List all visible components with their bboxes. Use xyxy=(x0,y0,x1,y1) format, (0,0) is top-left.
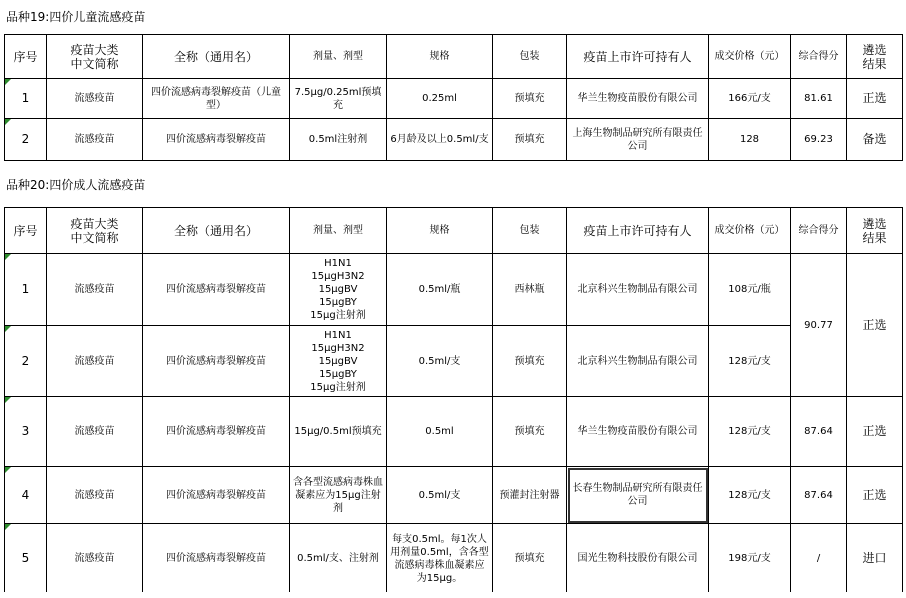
table-row xyxy=(5,119,903,161)
cell-category[interactable]: 流感疫苗 xyxy=(47,119,143,161)
cell-result[interactable]: 正选 xyxy=(847,467,903,524)
cell-dose[interactable]: H1N1 15μgH3N2 15μgBV 15μgBY 15μg注射剂 xyxy=(290,326,387,397)
cell-score[interactable]: 69.23 xyxy=(791,119,847,161)
cell-price[interactable]: 128元/支 xyxy=(709,397,791,467)
table-row xyxy=(5,467,903,524)
cell-spec[interactable]: 0.5ml/瓶 xyxy=(387,254,493,326)
cell-holder[interactable]: 北京科兴生物制品有限公司 xyxy=(567,254,709,326)
cell-category[interactable]: 流感疫苗 xyxy=(47,254,143,326)
cell-spec[interactable]: 0.5ml/支 xyxy=(387,326,493,397)
section-19-title: 品种19:四价儿童流感疫苗 xyxy=(6,10,146,24)
cell-result[interactable]: 进口 xyxy=(847,524,903,594)
cell-dose[interactable]: 含各型流感病毒株血凝素应为15μg注射剂 xyxy=(290,467,387,524)
cell-result[interactable]: 正选 xyxy=(847,397,903,467)
section-20-title: 品种20:四价成人流感疫苗 xyxy=(6,178,146,192)
cell-dose[interactable]: H1N1 15μgH3N2 15μgBV 15μgBY 15μg注射剂 xyxy=(290,254,387,326)
header-result: 遴选 结果 xyxy=(847,35,903,79)
cell-score[interactable]: 87.64 xyxy=(791,397,847,467)
cell-spec[interactable]: 0.5ml/支 xyxy=(387,467,493,524)
cell-name[interactable]: 四价流感病毒裂解疫苗 xyxy=(143,467,290,524)
header-no: 序号 xyxy=(5,208,47,254)
cell-category[interactable]: 流感疫苗 xyxy=(47,397,143,467)
cell-category[interactable]: 流感疫苗 xyxy=(47,524,143,594)
cell-name[interactable]: 四价流感病毒裂解疫苗 xyxy=(143,524,290,594)
header-category: 疫苗大类 中文简称 xyxy=(47,35,143,79)
cell-category[interactable]: 流感疫苗 xyxy=(47,79,143,119)
cell-category[interactable]: 流感疫苗 xyxy=(47,467,143,524)
table-row xyxy=(5,79,903,119)
table-variety-19 xyxy=(4,34,903,161)
header-pack: 包装 xyxy=(493,208,567,254)
header-spec: 规格 xyxy=(387,35,493,79)
cell-pack[interactable]: 预填充 xyxy=(493,79,567,119)
cell-no[interactable]: 5 xyxy=(5,524,47,594)
table-row xyxy=(5,254,903,326)
header-spec: 规格 xyxy=(387,208,493,254)
cell-name[interactable]: 四价流感病毒裂解疫苗 xyxy=(143,326,290,397)
cell-dose[interactable]: 0.5ml注射剂 xyxy=(290,119,387,161)
cell-no[interactable]: 3 xyxy=(5,397,47,467)
cell-spec[interactable]: 0.25ml xyxy=(387,79,493,119)
header-price: 成交价格（元） xyxy=(709,35,791,79)
cell-price[interactable]: 108元/瓶 xyxy=(709,254,791,326)
cell-score[interactable]: 87.64 xyxy=(791,467,847,524)
header-name: 全称（通用名） xyxy=(143,35,290,79)
cell-dose[interactable]: 0.5ml/支、注射剂 xyxy=(290,524,387,594)
header-name: 全称（通用名） xyxy=(143,208,290,254)
table-row xyxy=(5,524,903,594)
header-score: 综合得分 xyxy=(791,35,847,79)
cell-result[interactable]: 正选 xyxy=(847,79,903,119)
cell-score-merged[interactable]: 90.77 xyxy=(791,254,847,397)
header-score: 综合得分 xyxy=(791,208,847,254)
cell-price[interactable]: 128元/支 xyxy=(709,467,791,524)
cell-holder[interactable]: 华兰生物疫苗股份有限公司 xyxy=(567,79,709,119)
cell-holder[interactable]: 华兰生物疫苗股份有限公司 xyxy=(567,397,709,467)
cell-no[interactable]: 1 xyxy=(5,254,47,326)
cell-pack[interactable]: 预填充 xyxy=(493,524,567,594)
cell-price[interactable]: 198元/支 xyxy=(709,524,791,594)
cell-pack[interactable]: 预填充 xyxy=(493,119,567,161)
cell-no[interactable]: 1 xyxy=(5,79,47,119)
header-result: 遴选 结果 xyxy=(847,208,903,254)
header-dose: 剂量、剂型 xyxy=(290,35,387,79)
cell-holder[interactable]: 国光生物科技股份有限公司 xyxy=(567,524,709,594)
cell-price[interactable]: 166元/支 xyxy=(709,79,791,119)
cell-price[interactable]: 128元/支 xyxy=(709,326,791,397)
table-variety-20 xyxy=(4,207,903,594)
cell-dose[interactable]: 7.5μg/0.25ml预填充 xyxy=(290,79,387,119)
cell-category[interactable]: 流感疫苗 xyxy=(47,326,143,397)
cell-price[interactable]: 128 xyxy=(709,119,791,161)
cell-holder[interactable]: 北京科兴生物制品有限公司 xyxy=(567,326,709,397)
header-holder: 疫苗上市许可持有人 xyxy=(567,208,709,254)
cell-result-merged[interactable]: 正选 xyxy=(847,254,903,397)
viewport-edge xyxy=(0,592,906,598)
header-category: 疫苗大类 中文简称 xyxy=(47,208,143,254)
cell-name[interactable]: 四价流感病毒裂解疫苗（儿童型） xyxy=(143,79,290,119)
table-row xyxy=(5,397,903,467)
cell-dose[interactable]: 15μg/0.5ml预填充 xyxy=(290,397,387,467)
header-price: 成交价格（元） xyxy=(709,208,791,254)
cell-result[interactable]: 备选 xyxy=(847,119,903,161)
cell-pack[interactable]: 预灌封注射器 xyxy=(493,467,567,524)
cell-score[interactable]: 81.61 xyxy=(791,79,847,119)
header-holder: 疫苗上市许可持有人 xyxy=(567,35,709,79)
cell-no[interactable]: 2 xyxy=(5,326,47,397)
cell-spec[interactable]: 每支0.5ml。每1次人用剂量0.5ml，含各型流感病毒株血凝素应为15μg。 xyxy=(387,524,493,594)
header-no: 序号 xyxy=(5,35,47,79)
cell-pack[interactable]: 预填充 xyxy=(493,326,567,397)
cell-name[interactable]: 四价流感病毒裂解疫苗 xyxy=(143,397,290,467)
cell-pack[interactable]: 预填充 xyxy=(493,397,567,467)
cell-spec[interactable]: 0.5ml xyxy=(387,397,493,467)
table-row xyxy=(5,326,903,397)
cell-score[interactable]: / xyxy=(791,524,847,594)
header-pack: 包装 xyxy=(493,35,567,79)
cell-pack[interactable]: 西林瓶 xyxy=(493,254,567,326)
cell-holder[interactable]: 上海生物制品研究所有限责任公司 xyxy=(567,119,709,161)
cell-no[interactable]: 4 xyxy=(5,467,47,524)
cell-no[interactable]: 2 xyxy=(5,119,47,161)
cell-name[interactable]: 四价流感病毒裂解疫苗 xyxy=(143,254,290,326)
header-dose: 剂量、剂型 xyxy=(290,208,387,254)
cell-holder-selected[interactable]: 长春生物制品研究所有限责任公司 xyxy=(567,467,709,524)
cell-name[interactable]: 四价流感病毒裂解疫苗 xyxy=(143,119,290,161)
cell-spec[interactable]: 6月龄及以上0.5ml/支 xyxy=(387,119,493,161)
